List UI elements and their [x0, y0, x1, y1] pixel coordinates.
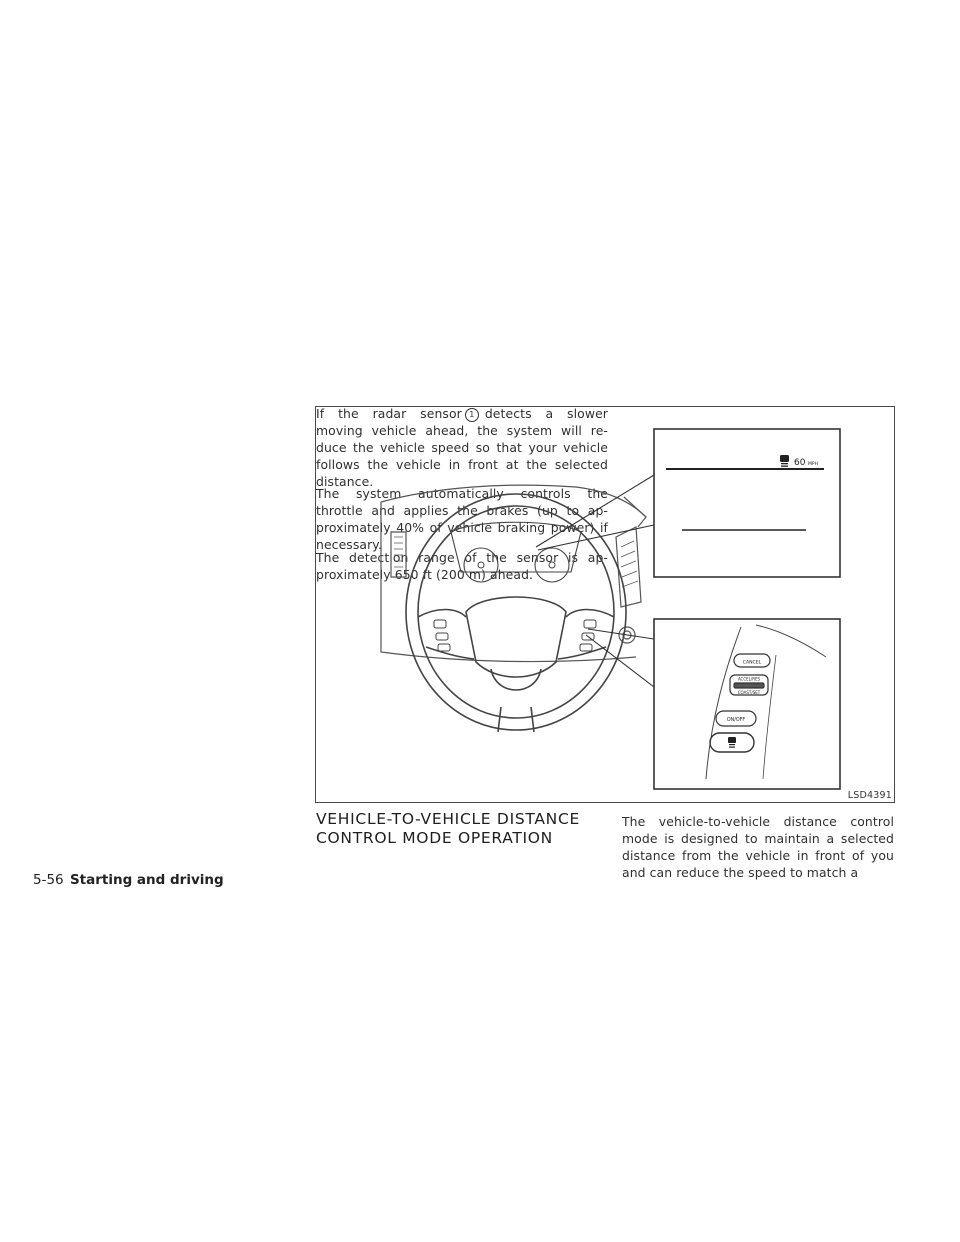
figure-illustration: [316, 407, 894, 802]
coast-set-label: COAST/SET: [737, 690, 761, 695]
meter-display-inset: [654, 429, 840, 577]
steering-wheel-icon: [406, 494, 626, 732]
para-text: detects a slower moving vehicle ahead, the system will re-duce the vehicle speed so that your vehicle follows the vehicle in front at the selected distance.: [316, 406, 608, 489]
on-off-label: ON/OFF: [726, 718, 746, 723]
section-heading: VEHICLE-TO-VEHICLE DISTANCE CONTROL MODE OPERATION: [316, 810, 580, 847]
para-text: If the radar sensor: [316, 406, 462, 421]
cancel-label: CANCEL: [742, 660, 762, 666]
callout-number-icon: 1: [465, 408, 479, 422]
steering-switch-figure: [315, 406, 895, 803]
accel-res-label: ACCEL/RES: [737, 676, 761, 682]
section-paragraph: The vehicle-to-vehicle distance control mode is designed to maintain a selected distance from the vehicle in front of you and can reduce the speed to match a: [622, 814, 894, 880]
switch-panel-inset: [654, 619, 840, 789]
page-footer: [33, 872, 224, 888]
braking-paragraph: The system automatically controls the throttle and applies the brakes (up to ap-proximately 40% of vehicle braking power) if necessary.: [316, 486, 608, 552]
page-number: 5-56: [33, 872, 64, 888]
display-unit: MPH: [808, 462, 818, 467]
footer-section-title: Starting and driving: [69, 872, 224, 888]
display-speed: 60: [794, 458, 806, 468]
figure-code: LSD4391: [847, 790, 892, 801]
detection-range-paragraph: The detection range of the sensor is ap-proximately 650 ft (200 m) ahead.: [316, 550, 608, 582]
